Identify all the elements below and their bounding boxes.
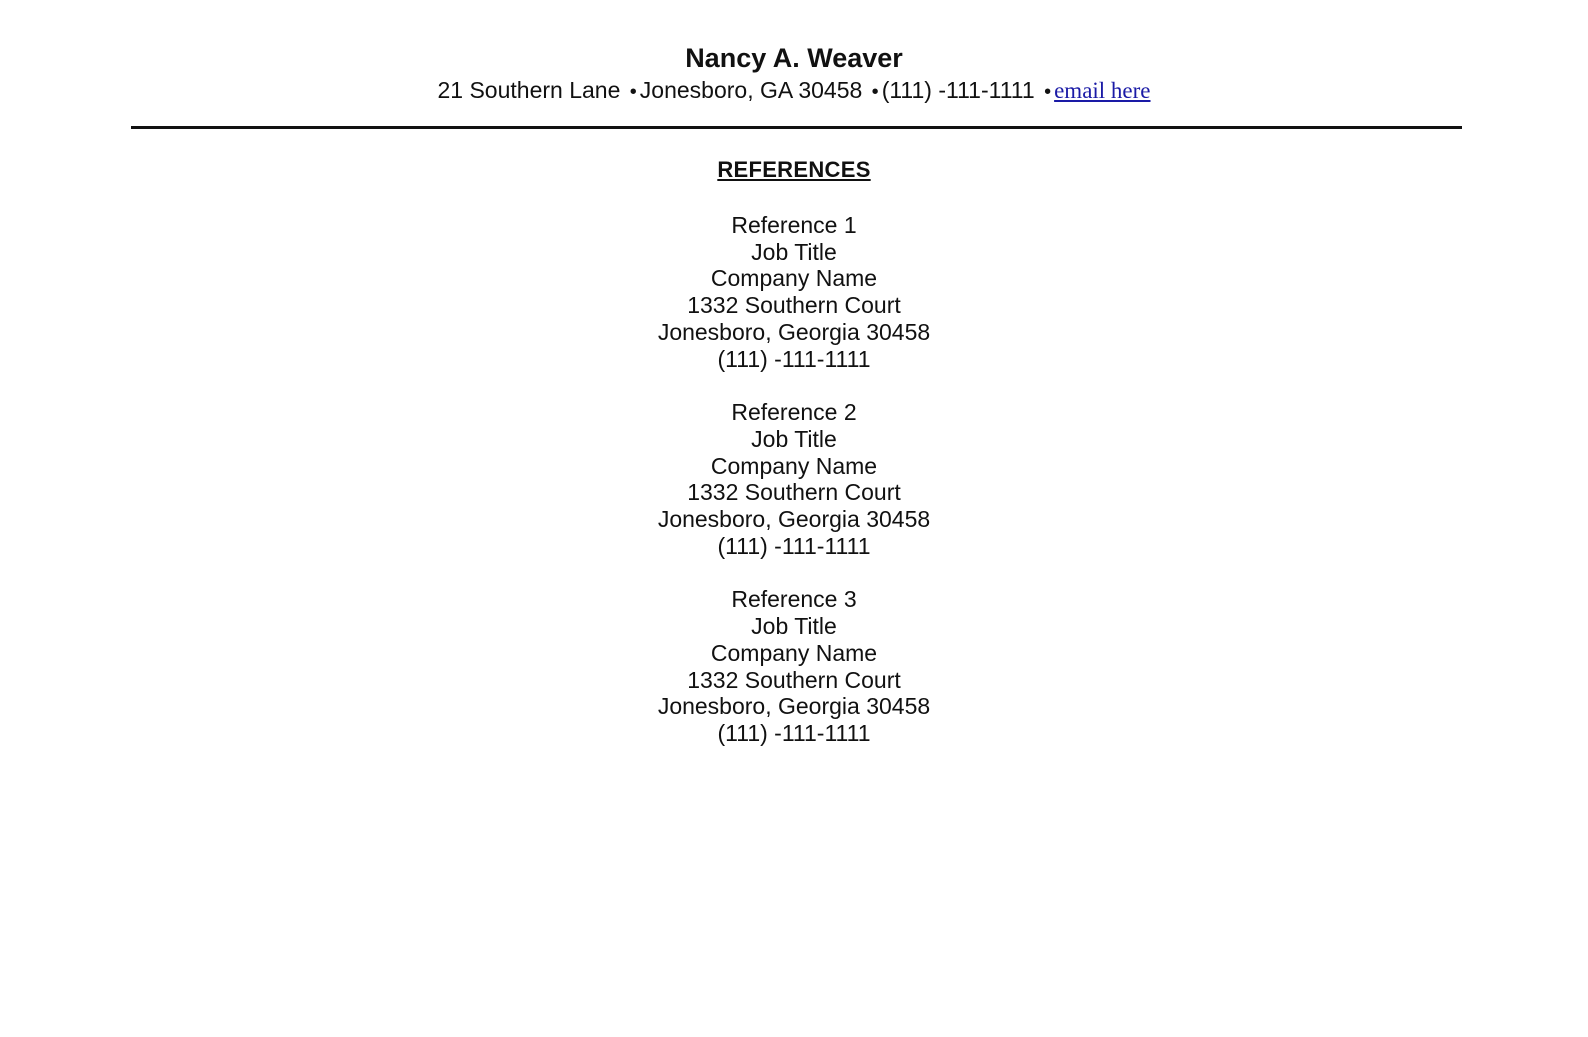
reference-company: Company Name [710, 265, 878, 292]
reference-street: 1332 Southern Court [687, 479, 901, 506]
references-list [0, 212, 1588, 774]
reference-city: Jonesboro, Georgia 30458 [657, 506, 931, 533]
header [0, 42, 1588, 107]
city-state-zip: Jonesboro, GA 30458 [639, 77, 863, 103]
section-title: REFERENCES [717, 157, 871, 182]
address: 21 Southern Lane [437, 77, 621, 103]
reference-job-title: Job Title [751, 238, 837, 265]
reference-block [0, 399, 1588, 559]
bullet-separator: • [871, 81, 879, 103]
bullet-separator: • [1044, 81, 1052, 103]
reference-street: 1332 Southern Court [687, 292, 901, 319]
reference-block [0, 586, 1588, 746]
reference-block [0, 212, 1588, 372]
reference-name: Reference 3 [731, 586, 857, 613]
reference-phone: (111) -111-1111 [717, 345, 871, 372]
header-divider [131, 126, 1462, 129]
reference-city: Jonesboro, Georgia 30458 [657, 318, 931, 345]
reference-name: Reference 1 [731, 212, 857, 238]
person-name: Nancy A. Weaver [685, 43, 903, 73]
phone: (111) -111-1111 [881, 77, 1035, 103]
reference-city: Jonesboro, Georgia 30458 [657, 693, 931, 720]
reference-company: Company Name [710, 452, 878, 479]
reference-company: Company Name [710, 639, 878, 666]
reference-phone: (111) -111-1111 [717, 532, 871, 559]
reference-phone: (111) -111-1111 [717, 719, 871, 746]
bullet-separator: • [629, 81, 637, 103]
contact-line [0, 75, 1588, 107]
reference-job-title: Job Title [751, 613, 837, 640]
reference-street: 1332 Southern Court [687, 666, 901, 693]
email-link[interactable]: email here [1054, 78, 1151, 103]
reference-name: Reference 2 [731, 399, 857, 426]
reference-job-title: Job Title [751, 425, 837, 452]
